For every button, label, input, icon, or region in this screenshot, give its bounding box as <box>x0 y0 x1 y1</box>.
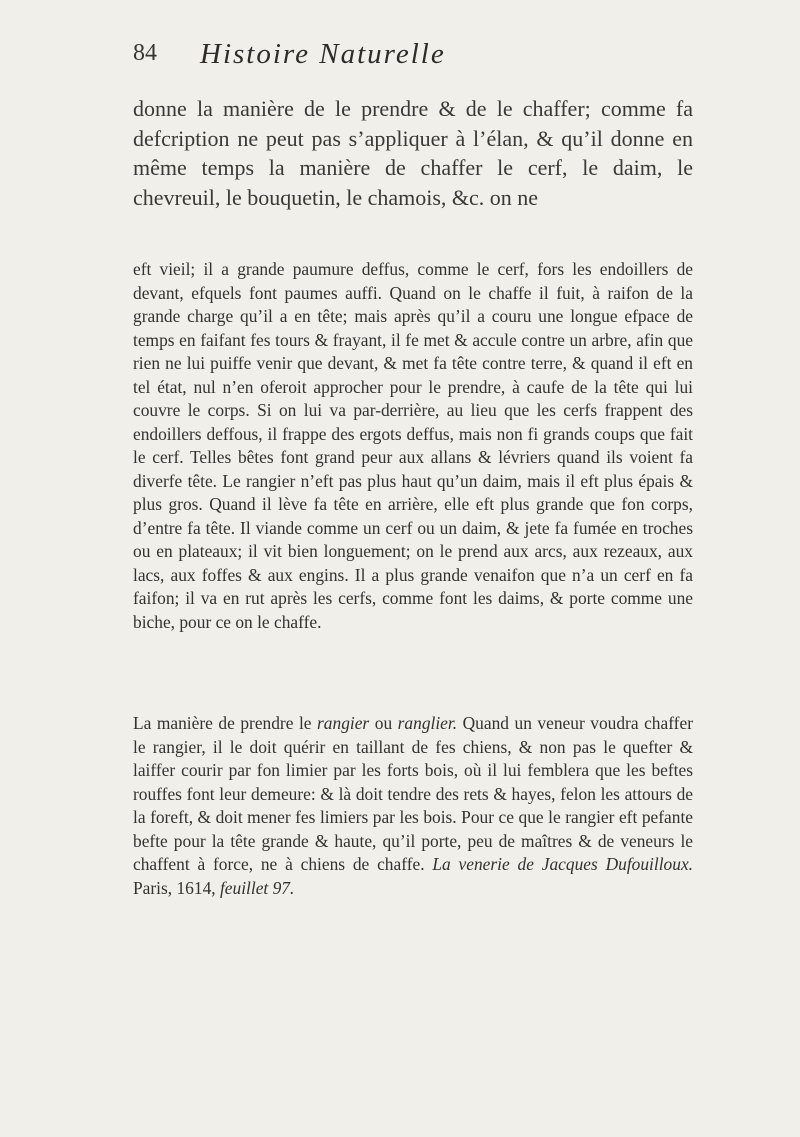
note2-source: La venerie de Jacques Dufouilloux. <box>432 854 694 874</box>
running-title: Histoire Naturelle <box>200 38 446 70</box>
note2-lead: La manière de prendre le <box>133 713 318 733</box>
note2-body: Quand un veneur voudra chaffer le rangier, il le doit quérir en taillant de fes chiens, & non pas le quefter & laiffer courir par fon limier par les forts bois, où il lui femblera que les beftes rouffes font leur demeure: & là doit tendre des rets & hayes, felon les attours de la foreft, & doit mener fes limiers par les bois. Pour ce que le rangier eft pefante befte pour la tête grande & haute, qu’il porte, peu de maîtres & de veneurs le chaffent à force, ne à chiens de chaffe. <box>133 713 693 874</box>
footnote-paragraph-1: eft vieil; il a grande paumure deffus, comme le cerf, fors les endoillers de devant, efquels font paumes auffi. Quand on le chaffe il fuit, à raifon de la grande charge qu’il a en tête; mais après qu’il a couru une longue efpace de temps en faifant fes tours & frayant, il fe met & accule contre un arbre, afin que rien ne lui puiffe venir que devant, & met fa tête contre terre, & quand il eft en tel état, nul n’en oferoit approcher pour le prendre, à caufe de la tête qui lui couvre le corps. Si on lui va par-derrière, au lieu que les cerfs frappent des endoillers deffous, il frappe des ergots deffus, mais non fi grands coups que fait le cerf. Telles bêtes font grand peur aux allans & lévriers quand ils voient fa diverfe tête. Le rangier n’eft pas plus haut qu’un daim, mais il eft plus épais & plus gros. Quand il lève fa tête en arrière, elle eft plus grande que fon corps, d’entre fa tête. Il viande comme un cerf ou un daim, & jete fa fumée en troches ou en plateaux; il vit bien longuement; on le prend aux arcs, aux rezeaux, aux lacs, aux foffes & aux engins. Il a plus grande venaifon que n’a un cerf en fa faifon; il va en rut après les cerfs, comme font les daims, & porte comme une biche, pour ce on le chaffe. <box>133 259 693 632</box>
note2-imprint: Paris, 1614, <box>133 877 220 898</box>
page-number: 84 <box>133 40 157 66</box>
note2-mid: ou <box>369 713 398 733</box>
note2-term-ranglier: ranglier. <box>397 713 458 733</box>
page-header <box>133 40 693 80</box>
intro-paragraph: donne la manière de le prendre & de le chaffer; comme fa defcription ne peut pas s’appliquer à l’élan, & qu’il donne en même temps la manière de chaffer le cerf, le daim, le chevreuil, le bouquetin, le chamois, &c. on ne <box>133 96 693 210</box>
footnote-paragraph-2 <box>133 712 693 900</box>
note2-folio: feuillet 97. <box>219 877 295 898</box>
note2-term-rangier: rangier <box>317 713 370 733</box>
